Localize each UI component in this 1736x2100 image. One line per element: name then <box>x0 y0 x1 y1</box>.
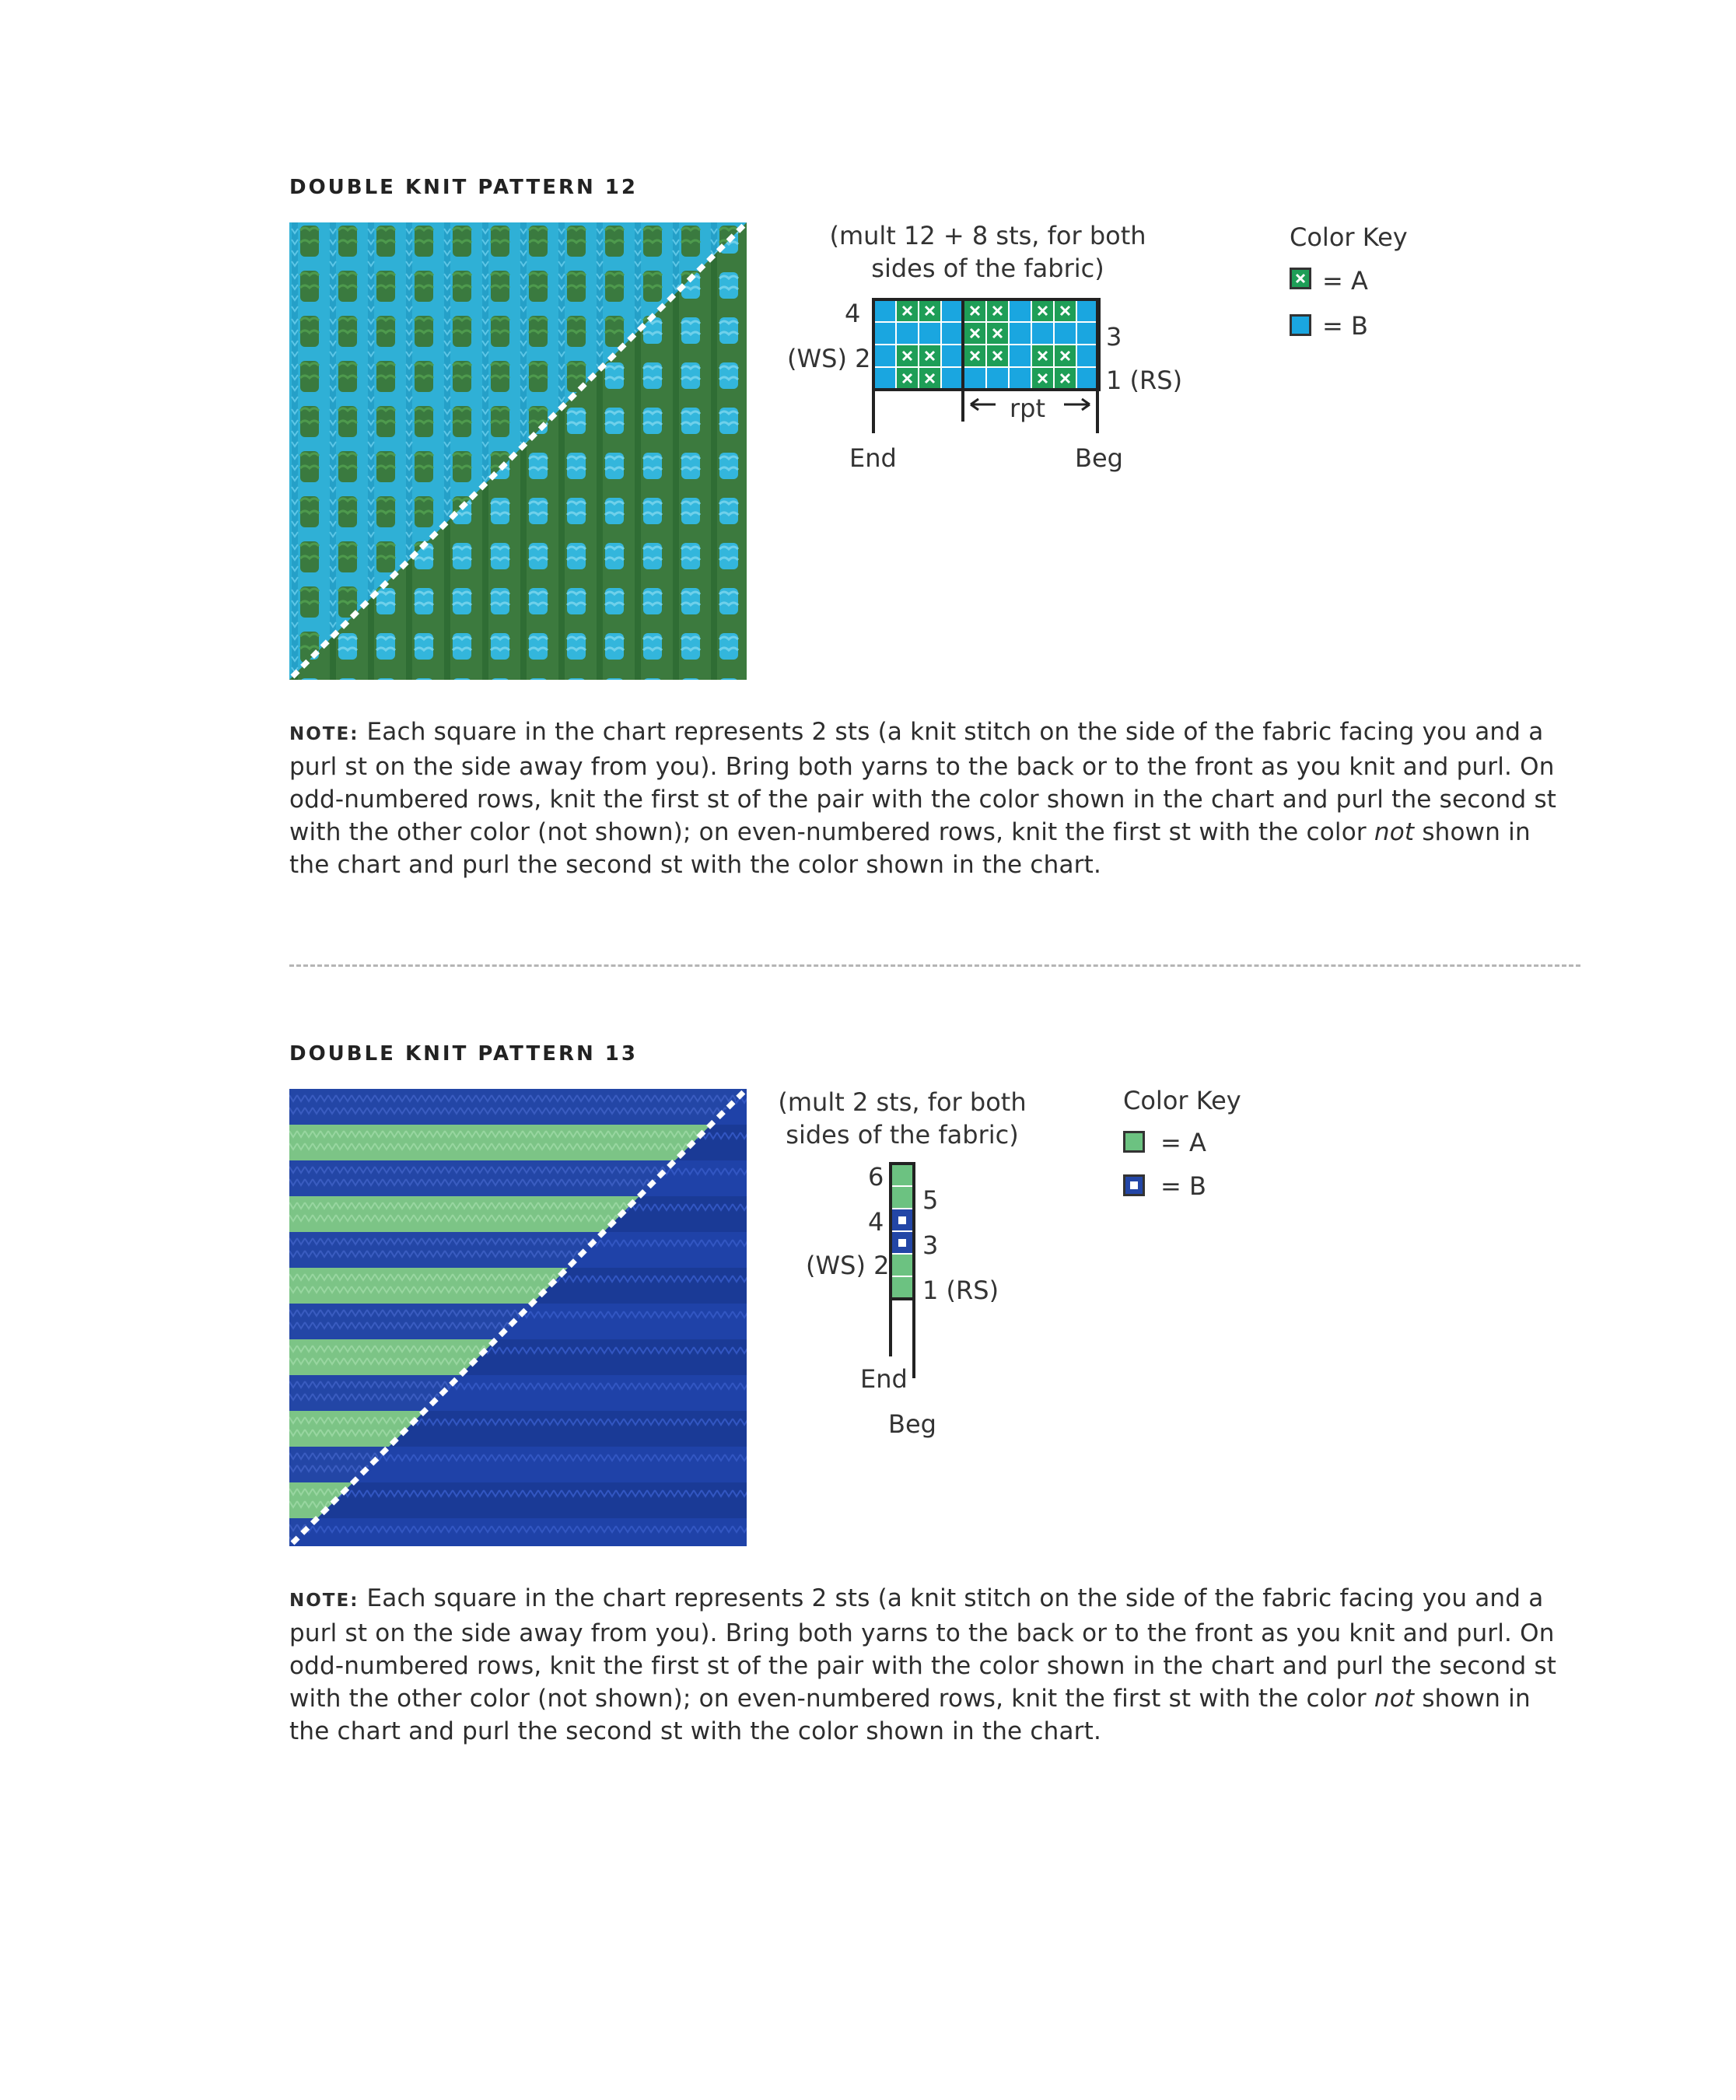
pattern-13-end-label: End <box>860 1364 908 1394</box>
pattern-12-chart <box>870 297 1103 437</box>
chart12-cell <box>896 322 919 345</box>
chart13-cell <box>891 1276 914 1299</box>
chart12-cell <box>941 299 964 322</box>
chart12-cell <box>873 345 896 367</box>
chart12-cell <box>1054 322 1076 345</box>
chart12-cell <box>941 367 964 390</box>
pattern-12-row-label-2: (WS) 2 <box>787 344 871 373</box>
pattern-12-repeat-arrow-right <box>1064 399 1090 410</box>
pattern-12-repeat-label: rpt <box>1010 394 1046 423</box>
chart12-cell <box>919 322 941 345</box>
key-b-swatch-12 <box>1290 314 1311 336</box>
note-lead: NOTE: <box>289 1591 359 1611</box>
pattern-13-color-key-title: Color Key <box>1123 1086 1241 1115</box>
chart12-cell <box>1009 345 1031 367</box>
chart12-cell <box>941 322 964 345</box>
pattern-12-chart-caption <box>809 219 1167 285</box>
pattern-12-caption-line-1: (mult 12 + 8 sts, for both <box>829 221 1146 250</box>
pattern-13-row-label-2: (WS) 2 <box>806 1251 890 1280</box>
note-text-part-1: Each square in the chart represents 2 sts (a knit stitch on the side of the fabric facing you and a purl st on the side away from you). Bring both yarns to the back or to the front as you knit and purl. On odd-numbered rows, knit the first st of the pair with the color shown in the chart and purl the second st with the other color (not shown); on even-numbered rows, knit the first st with the color <box>289 718 1557 846</box>
chart12-cell <box>941 345 964 367</box>
pattern-13-beg-label: Beg <box>888 1409 936 1439</box>
note-text-part-2: shown in the chart and purl the second st with the color shown in the chart. <box>289 818 1531 879</box>
pattern-13-note <box>289 1582 1565 1748</box>
dot-square-icon <box>1125 1177 1143 1194</box>
chart12-cell <box>873 367 896 390</box>
pattern-12-heading: DOUBLE KNIT PATTERN 12 <box>289 176 638 199</box>
pattern-13-row-label-5: 5 <box>922 1185 939 1215</box>
pattern-12-row-label-4: 4 <box>845 299 861 328</box>
pattern-13-key-b-label: = B <box>1160 1171 1206 1201</box>
pattern-13-chart <box>887 1162 918 1380</box>
chart13-cell <box>891 1164 914 1186</box>
pattern-13-caption-line-1: (mult 2 sts, for both <box>778 1087 1027 1117</box>
chart13-cell <box>891 1254 914 1276</box>
pattern-13-caption-line-2: sides of the fabric) <box>786 1120 1019 1150</box>
pattern-12-end-label: End <box>849 443 897 473</box>
key-a-swatch-12 <box>1290 268 1311 289</box>
pattern-12-note <box>289 716 1565 881</box>
chart13-cell <box>891 1186 914 1209</box>
chart12-cell <box>1076 367 1099 390</box>
pattern-13-row-label-6: 6 <box>868 1162 884 1192</box>
pattern-12-row-label-1: 1 (RS) <box>1106 366 1183 395</box>
section-divider <box>289 964 1580 967</box>
x-mark-icon <box>1292 270 1309 287</box>
dot-square-icon <box>898 1216 906 1224</box>
pattern-12-row-label-3: 3 <box>1106 322 1122 352</box>
chart12-cell <box>986 367 1009 390</box>
pattern-12-key-a-label: = A <box>1322 266 1368 296</box>
pattern-12-swatch-photo <box>289 222 747 680</box>
chart12-cell <box>964 367 986 390</box>
key-a-swatch-13 <box>1123 1131 1145 1153</box>
pattern-12-caption-line-2: sides of the fabric) <box>871 254 1104 283</box>
pattern-13-heading: DOUBLE KNIT PATTERN 13 <box>289 1042 638 1066</box>
pattern-13-row-label-3: 3 <box>922 1230 939 1260</box>
note-text-part-2: shown in the chart and purl the second st with the color shown in the chart. <box>289 1685 1531 1745</box>
pattern-12-color-key-title: Color Key <box>1290 222 1408 252</box>
chart12-cell <box>1031 322 1054 345</box>
chart12-cell <box>1076 345 1099 367</box>
pattern-13-key-a-label: = A <box>1160 1128 1206 1157</box>
chart12-cell <box>1076 299 1099 322</box>
pattern-12-key-b-label: = B <box>1322 311 1368 341</box>
pattern-13-row-label-1: 1 (RS) <box>922 1276 999 1305</box>
pattern-13-chart-caption <box>770 1086 1034 1151</box>
chart12-cell <box>1076 322 1099 345</box>
key-b-swatch-13 <box>1123 1174 1145 1196</box>
pattern-12-repeat-arrow-left <box>971 399 996 410</box>
chart12-cell <box>873 322 896 345</box>
chart12-cell <box>1009 367 1031 390</box>
chart12-cell <box>1009 322 1031 345</box>
note-emphasis: not <box>1374 1685 1415 1713</box>
pattern-13-row-label-4: 4 <box>868 1207 884 1237</box>
pattern-13-swatch-photo <box>289 1089 747 1546</box>
chart12-cell <box>873 299 896 322</box>
dot-square-icon <box>898 1239 906 1247</box>
note-emphasis: not <box>1374 818 1415 846</box>
note-lead: NOTE: <box>289 724 359 744</box>
note-text-part-1: Each square in the chart represents 2 sts (a knit stitch on the side of the fabric facing you and a purl st on the side away from you). Bring both yarns to the back or to the front as you knit and purl. On odd-numbered rows, knit the first st of the pair with the color shown in the chart and purl the second st with the other color (not shown); on even-numbered rows, knit the first st with the color <box>289 1584 1557 1713</box>
pattern-12-beg-label: Beg <box>1075 443 1123 473</box>
chart12-cell <box>1009 299 1031 322</box>
